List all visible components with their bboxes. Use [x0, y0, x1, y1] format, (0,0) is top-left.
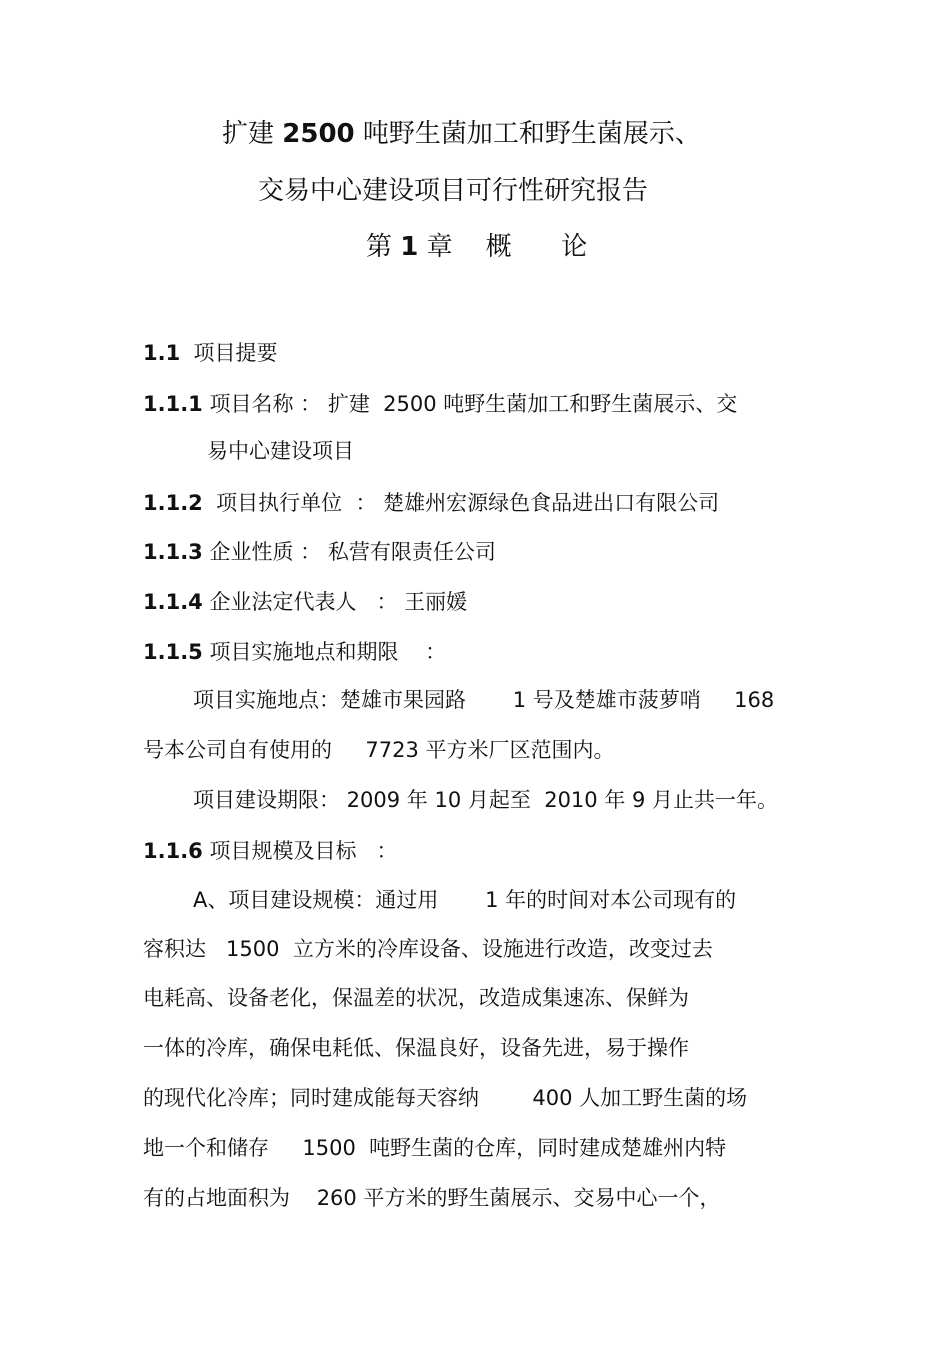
section-text: 企业性质 ： 私营有限责任公司 [202, 540, 496, 564]
section-text: 项目实施地点和期限 ： [202, 640, 447, 664]
section-1-1-5 [143, 638, 446, 666]
chapter-number: 1 [400, 232, 419, 262]
paragraph-scale-line-2: 容积达 1500 立方米的冷库设备、设施进行改造，改变过去 [143, 937, 713, 961]
chapter-prefix: 第 [366, 232, 401, 262]
section-1-1-6 [143, 837, 398, 865]
section-1-1-4 [143, 588, 467, 616]
title-number: 2500 [282, 119, 355, 149]
paragraph-location-line-1: 项目实施地点：楚雄市果园路 1 号及楚雄市菠萝哨 168 [193, 688, 775, 712]
paragraph-location-line-2: 号本公司自有使用的 7723 平方米厂区范围内。 [143, 738, 615, 762]
section-number: 1.1.6 [143, 839, 203, 863]
section-number: 1.1.1 [143, 392, 203, 416]
paragraph-scale-line-1: A、项目建设规模：通过用 1 年的时间对本公司现有的 [193, 888, 737, 912]
chapter-suffix: 章 概 论 [418, 232, 588, 262]
paragraph-scale-line-4: 一体的冷库，确保电耗低、保温良好，设备先进，易于操作 [143, 1036, 689, 1060]
section-number: 1.1.3 [143, 540, 203, 564]
section-number: 1.1.5 [143, 640, 203, 664]
section-number: 1.1.4 [143, 590, 203, 614]
paragraph-scale-line-3: 电耗高、设备老化，保温差的状况，改造成集速冻、保鲜为 [143, 986, 689, 1010]
title-line-1 [222, 117, 701, 151]
section-text: 项目规模及目标 ： [202, 839, 398, 863]
title-prefix: 扩建 [222, 119, 283, 149]
section-1-1-3 [143, 538, 496, 566]
section-number: 1.1 [143, 341, 181, 365]
section-1-1-2 [143, 489, 719, 517]
paragraph-period: 项目建设期限： 2009 年 10 月起至 2010 年 9 月止共一年。 [193, 788, 779, 812]
chapter-heading [366, 230, 587, 264]
section-text: 企业法定代表人 ： 王丽媛 [202, 590, 468, 614]
section-1-1-1 [143, 390, 737, 418]
section-text: 项目执行单位 ： 楚雄州宏源绿色食品进出口有限公司 [202, 491, 720, 515]
section-text: 项目提要 [180, 341, 278, 365]
title-suffix: 吨野生菌加工和野生菌展示、 [354, 119, 701, 149]
paragraph-scale-line-6: 地一个和储存 1500 吨野生菌的仓库，同时建成楚雄州内特 [143, 1136, 727, 1160]
section-1-1-1-continuation: 易中心建设项目 [207, 439, 354, 463]
section-number: 1.1.2 [143, 491, 203, 515]
paragraph-scale-line-5: 的现代化冷库；同时建成能每天容纳 400 人加工野生菌的场 [143, 1086, 748, 1110]
paragraph-scale-line-7: 有的占地面积为 260 平方米的野生菌展示、交易中心一个， [143, 1186, 721, 1210]
section-1-1 [143, 339, 278, 367]
title-line-2: 交易中心建设项目可行性研究报告 [258, 176, 649, 206]
section-text: 项目名称 ： 扩建 2500 吨野生菌加工和野生菌展示、交 [202, 392, 738, 416]
